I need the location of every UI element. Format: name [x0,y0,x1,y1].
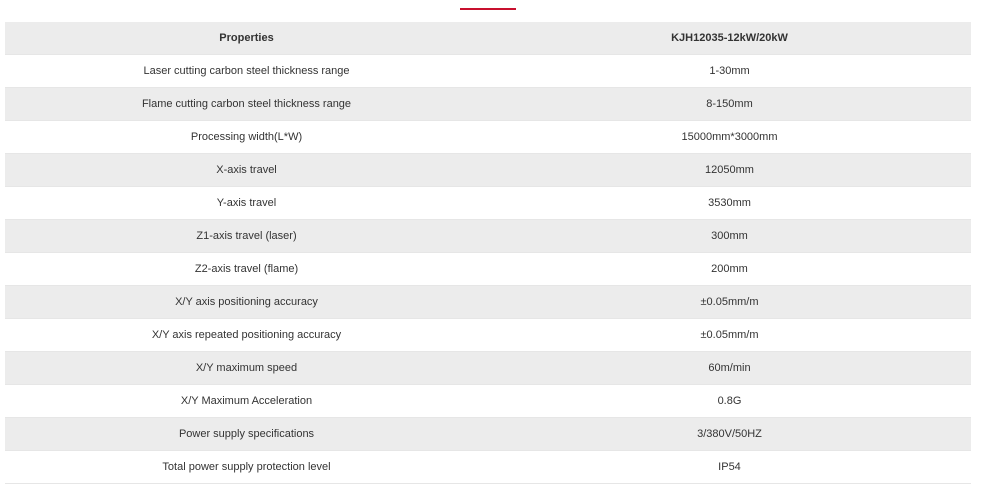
property-cell: Flame cutting carbon steel thickness range [5,88,488,121]
table-row [5,121,971,154]
value-cell: 1-30mm [488,55,971,88]
table-row [5,154,971,187]
value-cell: 12050mm [488,154,971,187]
property-cell: X/Y maximum speed [5,352,488,385]
table-row [5,220,971,253]
table-row [5,451,971,484]
table-row [5,418,971,451]
property-cell: Y-axis travel [5,187,488,220]
table-header-row [5,22,971,55]
value-cell: ±0.05mm/m [488,319,971,352]
header-properties: Properties [5,22,488,55]
property-cell: Total power supply protection level [5,451,488,484]
property-cell: X/Y Maximum Acceleration [5,385,488,418]
value-cell: 15000mm*3000mm [488,121,971,154]
value-cell: 8-150mm [488,88,971,121]
property-cell: Z1-axis travel (laser) [5,220,488,253]
property-cell: Laser cutting carbon steel thickness range [5,55,488,88]
table-row [5,319,971,352]
header-model: KJH12035-12kW/20kW [488,22,971,55]
property-cell: X/Y axis positioning accuracy [5,286,488,319]
property-cell: Power supply specifications [5,418,488,451]
value-cell: 3/380V/50HZ [488,418,971,451]
table-row [5,286,971,319]
value-cell: 300mm [488,220,971,253]
table-row [5,55,971,88]
value-cell: 200mm [488,253,971,286]
table-row [5,352,971,385]
value-cell: 0.8G [488,385,971,418]
property-cell: X/Y axis repeated positioning accuracy [5,319,488,352]
property-cell: X-axis travel [5,154,488,187]
table-row [5,385,971,418]
specifications-table [5,22,971,484]
table-row [5,253,971,286]
section-accent-bar [460,8,516,10]
value-cell: IP54 [488,451,971,484]
property-cell: Processing width(L*W) [5,121,488,154]
value-cell: 3530mm [488,187,971,220]
table-row [5,88,971,121]
property-cell: Z2-axis travel (flame) [5,253,488,286]
table-row [5,187,971,220]
value-cell: ±0.05mm/m [488,286,971,319]
value-cell: 60m/min [488,352,971,385]
